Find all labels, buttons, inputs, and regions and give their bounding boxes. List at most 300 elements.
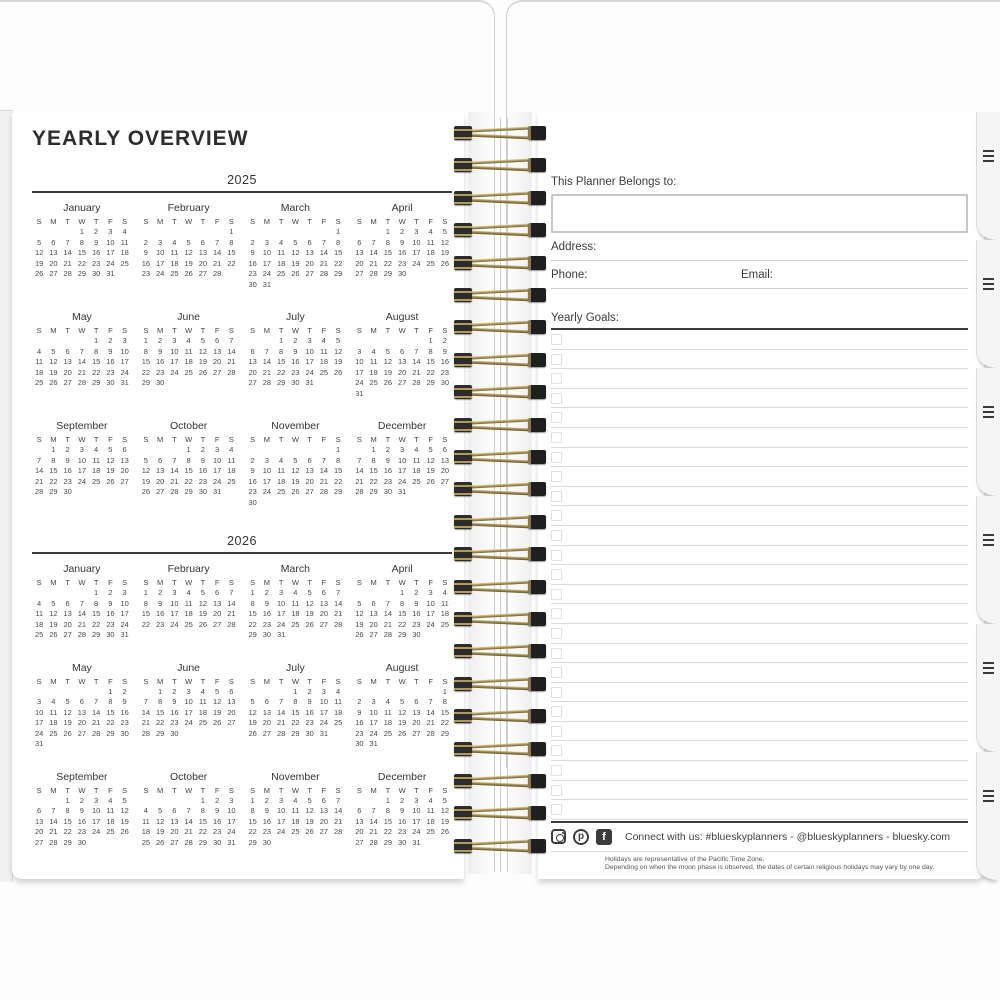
day-cell: 29 [49, 487, 58, 496]
day-cell: 6 [321, 588, 326, 597]
day-cell: 27 [319, 619, 329, 629]
facebook-icon: f [596, 829, 612, 845]
day-cell: 7 [215, 237, 220, 247]
weekday-header: S [143, 217, 149, 226]
day-cell: 27 [262, 728, 272, 738]
day-cell [139, 445, 153, 456]
day-cell [367, 796, 381, 807]
day-cell: 28 [319, 487, 329, 496]
day-cell: 3 [158, 237, 163, 247]
coil-cap-left [454, 580, 472, 594]
day-cell: 23 [305, 718, 314, 727]
weekday-header: M [157, 326, 164, 335]
day-cell: 22 [49, 476, 58, 486]
weekday-header-row [352, 785, 452, 796]
day-cell: 14 [184, 816, 193, 826]
day-cell: 14 [276, 707, 286, 717]
weekday-header: S [122, 217, 128, 226]
day-cell: 30 [248, 279, 257, 289]
day-cell: 4 [172, 237, 177, 247]
weekday-header: S [335, 785, 341, 795]
day-cell: 16 [155, 609, 165, 618]
day-cell: 13 [155, 466, 165, 475]
weekday-header: M [50, 435, 57, 444]
day-cell: 17 [276, 609, 286, 618]
day-cell: 27 [412, 728, 421, 738]
weekday-header: S [442, 578, 448, 587]
day-cell: 21 [319, 476, 329, 486]
weekday-header: W [185, 676, 193, 686]
day-cell: 24 [276, 619, 286, 629]
day-cell: 12 [397, 707, 407, 717]
week-row [246, 687, 346, 698]
day-cell: 13 [305, 248, 314, 257]
day-cell: 21 [383, 619, 393, 629]
day-cell: 22 [383, 258, 393, 268]
day-cell [167, 445, 181, 456]
phone-email-field [551, 261, 968, 289]
day-cell [409, 269, 423, 280]
day-cell: 28 [227, 619, 236, 629]
day-cell: 7 [172, 455, 177, 465]
day-cell: 21 [412, 367, 421, 377]
coil-cap-left [454, 742, 472, 756]
day-cell: 12 [440, 806, 450, 815]
coil-cap-left [454, 839, 472, 853]
day-cell: 9 [200, 455, 205, 465]
day-cell [409, 487, 423, 498]
day-cell: 28 [212, 269, 222, 278]
day-cell: 10 [120, 346, 129, 356]
day-cell: 18 [49, 718, 58, 727]
month-calendar [139, 202, 239, 280]
day-cell: 23 [141, 269, 151, 278]
day-cell: 20 [77, 718, 87, 727]
day-cell: 24 [426, 619, 435, 629]
day-cell [317, 838, 331, 849]
weekday-header: M [263, 435, 270, 444]
day-cell: 19 [305, 609, 314, 618]
day-cell [61, 687, 75, 698]
day-cell [196, 378, 210, 389]
day-cell [32, 445, 46, 456]
coil-cap-left [454, 450, 472, 464]
day-cell: 2 [158, 588, 163, 597]
day-cell: 12 [155, 816, 165, 826]
goal-row [551, 330, 968, 350]
wire-coil [452, 125, 548, 142]
day-cell: 27 [77, 728, 87, 738]
week-row [139, 687, 239, 698]
day-cell: 6 [200, 237, 205, 247]
coil-cap-left [454, 774, 472, 788]
day-cell: 21 [77, 619, 87, 629]
day-cell: 29 [155, 728, 165, 738]
day-cell: 13 [248, 357, 257, 366]
day-cell: 10 [155, 248, 165, 257]
week-row [32, 817, 132, 828]
day-cell: 25 [426, 258, 435, 268]
day-cell [317, 498, 331, 509]
day-cell: 24 [355, 378, 364, 387]
day-cell [182, 796, 196, 807]
day-cell: 3 [37, 697, 42, 706]
day-cell: 22 [248, 827, 257, 836]
weekday-header: T [278, 326, 284, 335]
month-name: June [177, 311, 201, 323]
weekday-header: T [414, 435, 419, 444]
day-cell: 1 [143, 336, 148, 345]
day-cell: 1 [336, 227, 341, 236]
day-cell: 30 [77, 837, 87, 847]
goal-row [551, 546, 968, 566]
day-cell: 2 [108, 336, 113, 345]
day-cell [381, 389, 395, 400]
weekday-header: T [200, 785, 206, 795]
day-cell: 22 [383, 827, 393, 836]
week-row [32, 599, 132, 610]
coil-wire [462, 839, 538, 846]
weekday-header: F [428, 578, 433, 587]
day-cell [288, 445, 302, 456]
day-cell: 15 [248, 816, 257, 826]
day-cell: 20 [412, 718, 421, 727]
day-cell: 10 [184, 697, 193, 706]
day-cell: 13 [198, 248, 208, 257]
day-cell: 16 [212, 816, 222, 826]
goal-row [551, 722, 968, 742]
day-cell: 30 [106, 378, 115, 387]
day-cell: 20 [212, 609, 222, 618]
coil-cap-right [528, 515, 546, 529]
day-cell: 25 [291, 619, 300, 629]
day-cell [317, 630, 331, 641]
day-cell: 1 [385, 795, 390, 805]
day-cell: 3 [428, 588, 433, 597]
coil-wire [462, 385, 538, 392]
weekday-header: F [321, 676, 327, 686]
month-name: July [286, 311, 305, 323]
day-cell: 29 [369, 487, 378, 496]
week-row [246, 456, 346, 467]
day-cell: 12 [120, 806, 129, 815]
day-cell: 4 [94, 445, 99, 454]
day-cell: 26 [141, 487, 151, 496]
day-cell: 6 [250, 346, 255, 356]
day-cell [32, 227, 46, 238]
weekday-header: S [36, 785, 42, 795]
day-cell: 18 [34, 619, 44, 629]
week-row [246, 227, 346, 238]
day-cell: 26 [248, 728, 257, 738]
connect-text: Connect with us: #blueskyplanners - @blueskyplanners - bluesky.com [625, 830, 951, 843]
yearly-goals-label: Yearly Goals: [551, 312, 619, 324]
day-cell: 24 [319, 718, 329, 727]
day-cell [274, 280, 288, 291]
weekday-header: W [185, 785, 193, 795]
day-cell: 29 [141, 378, 151, 387]
week-row [352, 248, 452, 259]
day-cell: 3 [357, 346, 362, 356]
month-calendar [246, 563, 346, 641]
day-cell: 28 [77, 630, 87, 639]
day-cell: 19 [248, 718, 257, 727]
day-cell: 30 [248, 497, 257, 507]
day-cell: 17 [262, 258, 272, 268]
coil-cap-left [454, 320, 472, 334]
day-cell: 10 [106, 237, 115, 247]
weekday-header: M [50, 326, 57, 335]
coil-wire [462, 231, 538, 237]
day-cell: 5 [428, 445, 433, 454]
day-cell: 9 [250, 248, 255, 257]
weekday-header: W [78, 578, 86, 587]
week-row [139, 729, 239, 740]
weekday-header: W [78, 435, 86, 444]
day-cell: 11 [291, 806, 300, 815]
weekday-header: S [122, 326, 128, 335]
day-cell: 17 [34, 718, 44, 727]
coil-wire [462, 482, 538, 489]
weekday-header: T [278, 578, 284, 587]
day-cell: 22 [397, 619, 407, 629]
day-cell: 18 [141, 827, 151, 836]
weekday-header-row [246, 434, 346, 445]
day-cell: 1 [65, 795, 70, 805]
weekday-header: S [228, 217, 234, 226]
day-cell: 17 [227, 816, 236, 826]
day-cell: 17 [120, 357, 129, 366]
weekday-header: T [307, 676, 312, 686]
day-cell: 9 [108, 598, 113, 608]
day-cell [409, 389, 423, 400]
day-cell: 7 [143, 697, 148, 706]
month-calendar [32, 563, 132, 641]
day-cell: 18 [426, 248, 435, 257]
weekday-header: S [36, 435, 42, 444]
coil-cap-right [528, 126, 546, 140]
day-cell [274, 445, 288, 456]
day-cell: 22 [291, 718, 300, 727]
day-cell [75, 687, 89, 698]
day-cell: 16 [198, 466, 208, 475]
coil-cap-right [528, 418, 546, 432]
day-cell: 1 [428, 336, 433, 345]
week-row [246, 609, 346, 620]
day-cell: 14 [227, 598, 236, 608]
day-cell: 30 [383, 487, 393, 496]
week-row [246, 336, 346, 347]
day-cell: 19 [291, 476, 300, 486]
weekday-header: W [78, 785, 86, 795]
day-cell [424, 838, 438, 849]
day-cell: 8 [428, 346, 433, 356]
left-page [12, 113, 464, 879]
day-cell: 23 [248, 487, 257, 496]
day-cell: 3 [172, 588, 177, 597]
day-cell: 31 [212, 487, 222, 496]
day-cell: 26 [397, 728, 407, 738]
week-row [352, 269, 452, 280]
day-cell: 7 [79, 598, 84, 608]
day-cell: 13 [212, 346, 222, 356]
day-cell: 14 [91, 707, 101, 717]
day-cell: 16 [91, 248, 101, 257]
instagram-icon [551, 829, 566, 844]
day-cell: 26 [291, 487, 300, 496]
weekday-header: S [228, 326, 234, 335]
day-cell [210, 227, 224, 238]
day-cell: 19 [106, 466, 115, 475]
day-cell: 24 [120, 619, 129, 629]
day-cell: 22 [106, 718, 115, 727]
weekday-header-row [32, 785, 132, 796]
weekday-header: W [398, 676, 406, 686]
day-cell: 24 [262, 269, 272, 278]
day-cell: 20 [248, 367, 257, 377]
weekday-header: T [307, 217, 312, 226]
spiral-binding [452, 125, 548, 885]
goal-row [551, 467, 968, 487]
week-row [352, 827, 452, 838]
day-cell: 30 [305, 728, 314, 738]
weekday-header: F [428, 785, 433, 795]
day-cell: 5 [108, 445, 113, 454]
day-cell: 28 [262, 378, 272, 387]
day-cell: 7 [428, 697, 433, 706]
day-cell: 31 [319, 728, 329, 738]
day-cell: 8 [94, 346, 99, 356]
week-row [352, 227, 452, 238]
week-row [139, 796, 239, 807]
day-cell: 7 [94, 697, 99, 706]
day-cell: 9 [400, 806, 405, 815]
day-cell [61, 588, 75, 599]
day-cell: 12 [383, 357, 393, 366]
coil-wire [462, 295, 538, 301]
day-cell [303, 280, 317, 291]
tab-text-mark [983, 534, 994, 548]
day-cell: 3 [94, 795, 99, 805]
day-cell: 2 [264, 588, 269, 597]
day-cell: 28 [170, 487, 179, 496]
goal-checkbox [551, 550, 562, 561]
day-cell: 28 [383, 630, 393, 639]
day-cell: 30 [155, 378, 165, 387]
day-cell [46, 336, 60, 347]
day-cell [196, 729, 210, 740]
day-cell: 27 [305, 269, 314, 278]
weekday-header: M [157, 676, 164, 686]
day-cell: 4 [143, 806, 148, 815]
month-name: March [280, 563, 310, 575]
day-cell [118, 739, 132, 750]
day-cell [317, 445, 331, 456]
day-cell: 16 [262, 609, 272, 618]
day-cell [409, 739, 423, 750]
coil-wire [462, 353, 538, 360]
week-row [32, 477, 132, 488]
coil-cap-right [528, 288, 546, 302]
week-row [139, 456, 239, 467]
goal-row [551, 487, 968, 507]
week-row [139, 477, 239, 488]
day-cell [438, 487, 452, 498]
weekday-header: W [398, 435, 406, 444]
day-cell [395, 336, 409, 347]
day-cell: 18 [319, 357, 329, 366]
day-cell: 1 [229, 227, 234, 236]
email-label: Email: [741, 269, 773, 281]
weekday-header: W [185, 578, 193, 587]
day-cell: 23 [262, 619, 272, 629]
day-cell: 8 [250, 806, 255, 815]
day-cell: 24 [77, 476, 87, 486]
day-cell: 10 [369, 707, 378, 717]
day-cell: 16 [170, 707, 179, 717]
day-cell: 5 [385, 346, 390, 356]
day-cell: 11 [227, 455, 236, 465]
day-cell: 23 [170, 718, 179, 727]
goal-checkbox [551, 393, 562, 404]
day-cell: 3 [414, 227, 419, 236]
coil-cap-left [454, 158, 472, 172]
day-cell [224, 269, 238, 280]
day-cell: 26 [198, 367, 208, 377]
day-cell: 10 [412, 237, 421, 247]
month-name: August [385, 661, 419, 674]
day-cell: 13 [412, 707, 421, 717]
day-cell: 1 [293, 686, 298, 696]
coil-cap-left [454, 223, 472, 237]
weekday-header: M [263, 326, 270, 335]
day-cell: 27 [155, 487, 165, 496]
day-cell: 4 [428, 227, 433, 236]
goal-row [551, 408, 968, 428]
wire-coil [452, 611, 548, 628]
coil-cap-right [528, 612, 546, 626]
weekday-header: F [428, 217, 433, 226]
day-cell: 12 [212, 697, 222, 706]
goal-row [551, 428, 968, 448]
day-cell [167, 378, 181, 389]
goal-row [551, 526, 968, 546]
week-row [32, 456, 132, 467]
day-cell: 5 [215, 686, 220, 696]
day-cell [89, 838, 103, 849]
day-cell: 2 [250, 237, 255, 247]
day-cell: 26 [440, 827, 450, 836]
week-row [246, 477, 346, 488]
day-cell: 29 [77, 269, 87, 278]
week-row [246, 347, 346, 358]
day-cell: 12 [333, 346, 343, 356]
day-cell: 29 [184, 487, 193, 496]
day-cell [274, 227, 288, 238]
day-cell [139, 227, 153, 238]
day-cell [274, 838, 288, 849]
day-cell [260, 498, 274, 509]
day-cell: 25 [276, 487, 286, 496]
day-cell: 21 [369, 258, 378, 268]
weekday-header: F [108, 578, 113, 587]
week-row [32, 466, 132, 477]
month-name: August [385, 311, 419, 323]
weekday-header: S [143, 326, 149, 335]
day-cell: 11 [383, 707, 392, 717]
weekday-header: F [108, 785, 113, 795]
day-cell: 7 [79, 346, 84, 356]
